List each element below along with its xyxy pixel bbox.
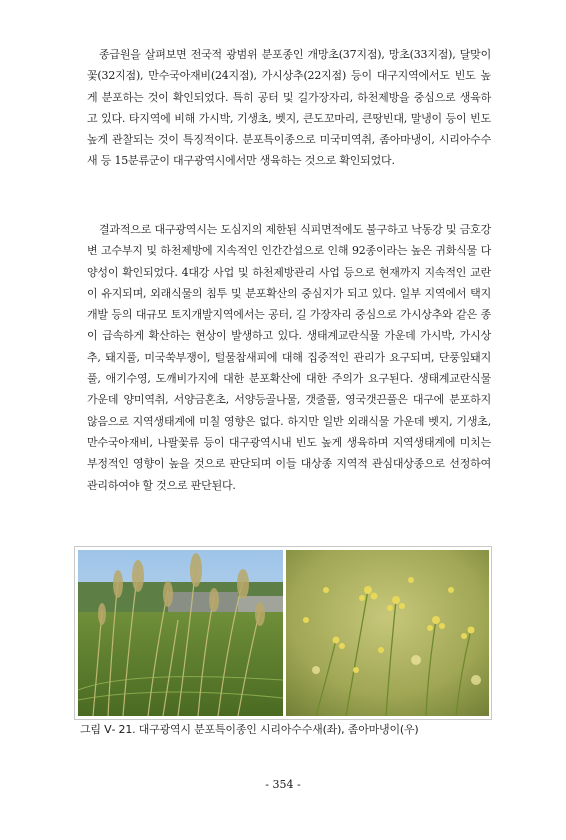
figure-photo-panel (74, 546, 492, 720)
body-paragraph-2: 결과적으로 대구광역시는 도심지의 제한된 식피면적에도 불구하고 낙동강 및 금호강변 고수부지 및 하천제방에 지속적인 인간간섭으로 인해 92종이라는 높은 귀화식물 다양성이 확인되었다. 4대강 사업 및 하천제방관리 사업 등으로 현재까지 지속적인 교란이 유지되며, 외래식물의 침투 및 분포확산의 중심지가 되고 있다. 일부 지역에서 택지개발 등의 대규모 토지개발지역에서는 공터, 길 가장자리 중심으로 가시상추와 같은 종이 급속하게 확산하는 현상이 발생하고 있다. 생태계교란식물 가운데 가시박, 가시상추, 돼지풀, 미국쑥부쟁이, 털물참새피에 대해 집중적인 관리가 요구되며, 단풍잎돼지풀, 애기수영, 도깨비가지에 대한 분포확산에 대한 주의가 요구된다. 생태계교란식물 가운데 양미역취, 서양금혼초, 서양등골나물, 갯줄풀, 영국갯끈풀은 대구에 분포하지 않음으로 지역생태계에 미칠 영향은 없다. 하지만 일반 외래식물 가운데 벳지, 기생초, 만수국아재비, 나팔꽃류 등이 대구광역시내 빈도 높게 생육하며 지역생태계에 미치는 부정적인 영향이 높을 것으로 판단되며 이들 대상종 지역적 관심대상종으로 선정하여 관리하여야 할 것으로 판단된다. (87, 223, 491, 492)
page-number: - 354 - (265, 778, 301, 791)
grass-photo-left (78, 550, 283, 716)
flower-photo-right (286, 550, 489, 716)
figure-caption: 그림 Ⅴ- 21. 대구광역시 분포특이종인 시리아수수새(좌), 좀아마냉이(우) (80, 723, 419, 736)
body-paragraph-1: 종급원을 살펴보면 전국적 광범위 분포종인 개망초(37지점), 망초(33지점), 달맞이꽃(32지점), 만수국아재비(24지점), 가시상추(22지점) 등이 대구지역에서도 빈도 높게 분포하는 것이 확인되었다. 특히 공터 및 길가장자리, 하천제방을 중심으로 생육하고 있다. 타지역에 비해 가시박, 기생초, 벳지, 큰도꼬마리, 큰땅빈대, 말냉이 등이 빈도 높게 관찰되는 것이 특징적이다. 분포특이종으로 미국미역취, 좀아마냉이, 시리아수수새 등 15분류군이 대구광역시에서만 생육하는 것으로 확인되었다. (87, 48, 491, 168)
